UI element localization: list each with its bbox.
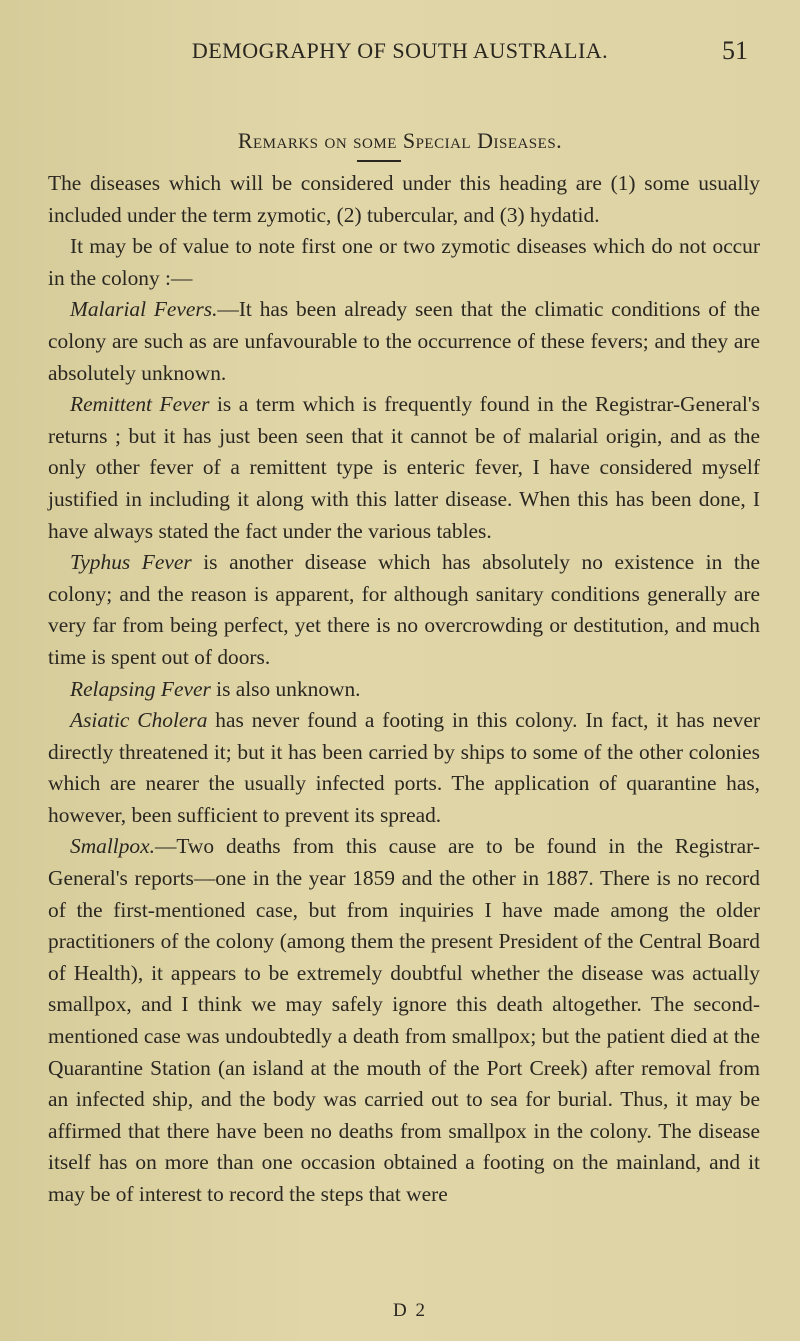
paragraph-heading: Remittent Fever [70, 392, 210, 417]
paragraph-heading: Typhus Fever [70, 550, 192, 575]
paragraph-heading: Smallpox. [70, 834, 155, 859]
signature-mark: D 2 [393, 1300, 427, 1321]
paragraph: Remittent Fever is a term which is frequently found in the Registrar-General's returns ; but it has just been seen that it cannot be of malarial origin, and as the only other fever of a remittent type is enteric fever, I have considered myself justified in including it along with this latter disease. When this has been done, I have always stated the fact under the various tables. [48, 392, 760, 543]
section-title: Remarks on some Special Diseases. [237, 128, 563, 153]
paragraph-heading: Malarial Fevers. [70, 297, 218, 322]
paragraph-heading: Relapsing Fever [70, 676, 211, 701]
paragraph: It may be of value to note first one or two zymotic diseases which do not occur in the colony :— [48, 234, 760, 290]
paragraph: Typhus Fever is another disease which has absolutely no existence in the colony; and the reason is apparent, for although sanitary conditions generally are very far from being perfect, yet there is no overcrowding or destitution, and much time is spent out of doors. [48, 550, 761, 669]
running-title: DEMOGRAPHY OF SOUTH AUSTRALIA. [191, 38, 609, 63]
title-rule [357, 160, 401, 162]
paragraph: The diseases which will be considered under this heading are (1) some usually included under the term zymotic, (2) tubercular, and (3) hydatid. [48, 171, 760, 227]
running-head [0, 38, 800, 64]
paragraph: Asiatic Cholera has never found a footing in this colony. In fact, it has never directly threatened it; but it has been carried by ships to some of the other colonies which are nearer the usually infected ports. The application of quarantine has, however, been sufficient to prevent its spread. [48, 708, 760, 827]
paragraph: Relapsing Fever is also unknown. [70, 676, 361, 701]
page-number: 51 [722, 36, 748, 65]
paragraph: Smallpox.—Two deaths from this cause are to be found in the Registrar-General's reports—one in the year 1859 and the other in 1887. There is no record of the first-mentioned case, but from inquiries I have made among the older practitioners of the colony (among them the present President of the Central Board of Health), it appears to be extremely doubtful whether the disease was actually smallpox, and I think we may safely ignore this death altogether. The second-mentioned case was undoubtedly a death from smallpox; but the patient died at the Quarantine Station (an island at the mouth of the Port Creek) after removal from an infected ship, and the body was carried out to sea for burial. Thus, it may be affirmed that there have been no deaths from smallpox in the colony. The disease itself has on more than one occasion obtained a footing on the mainland, and it may be of interest to record the steps that were [48, 834, 760, 1206]
paragraph-heading: Asiatic Cholera [70, 708, 208, 733]
paragraph: Malarial Fevers.—It has been already seen that the climatic conditions of the colony are such as are unfavourable to the occurrence of these fevers; and they are absolutely unknown. [48, 297, 761, 385]
body-text [48, 168, 760, 1211]
